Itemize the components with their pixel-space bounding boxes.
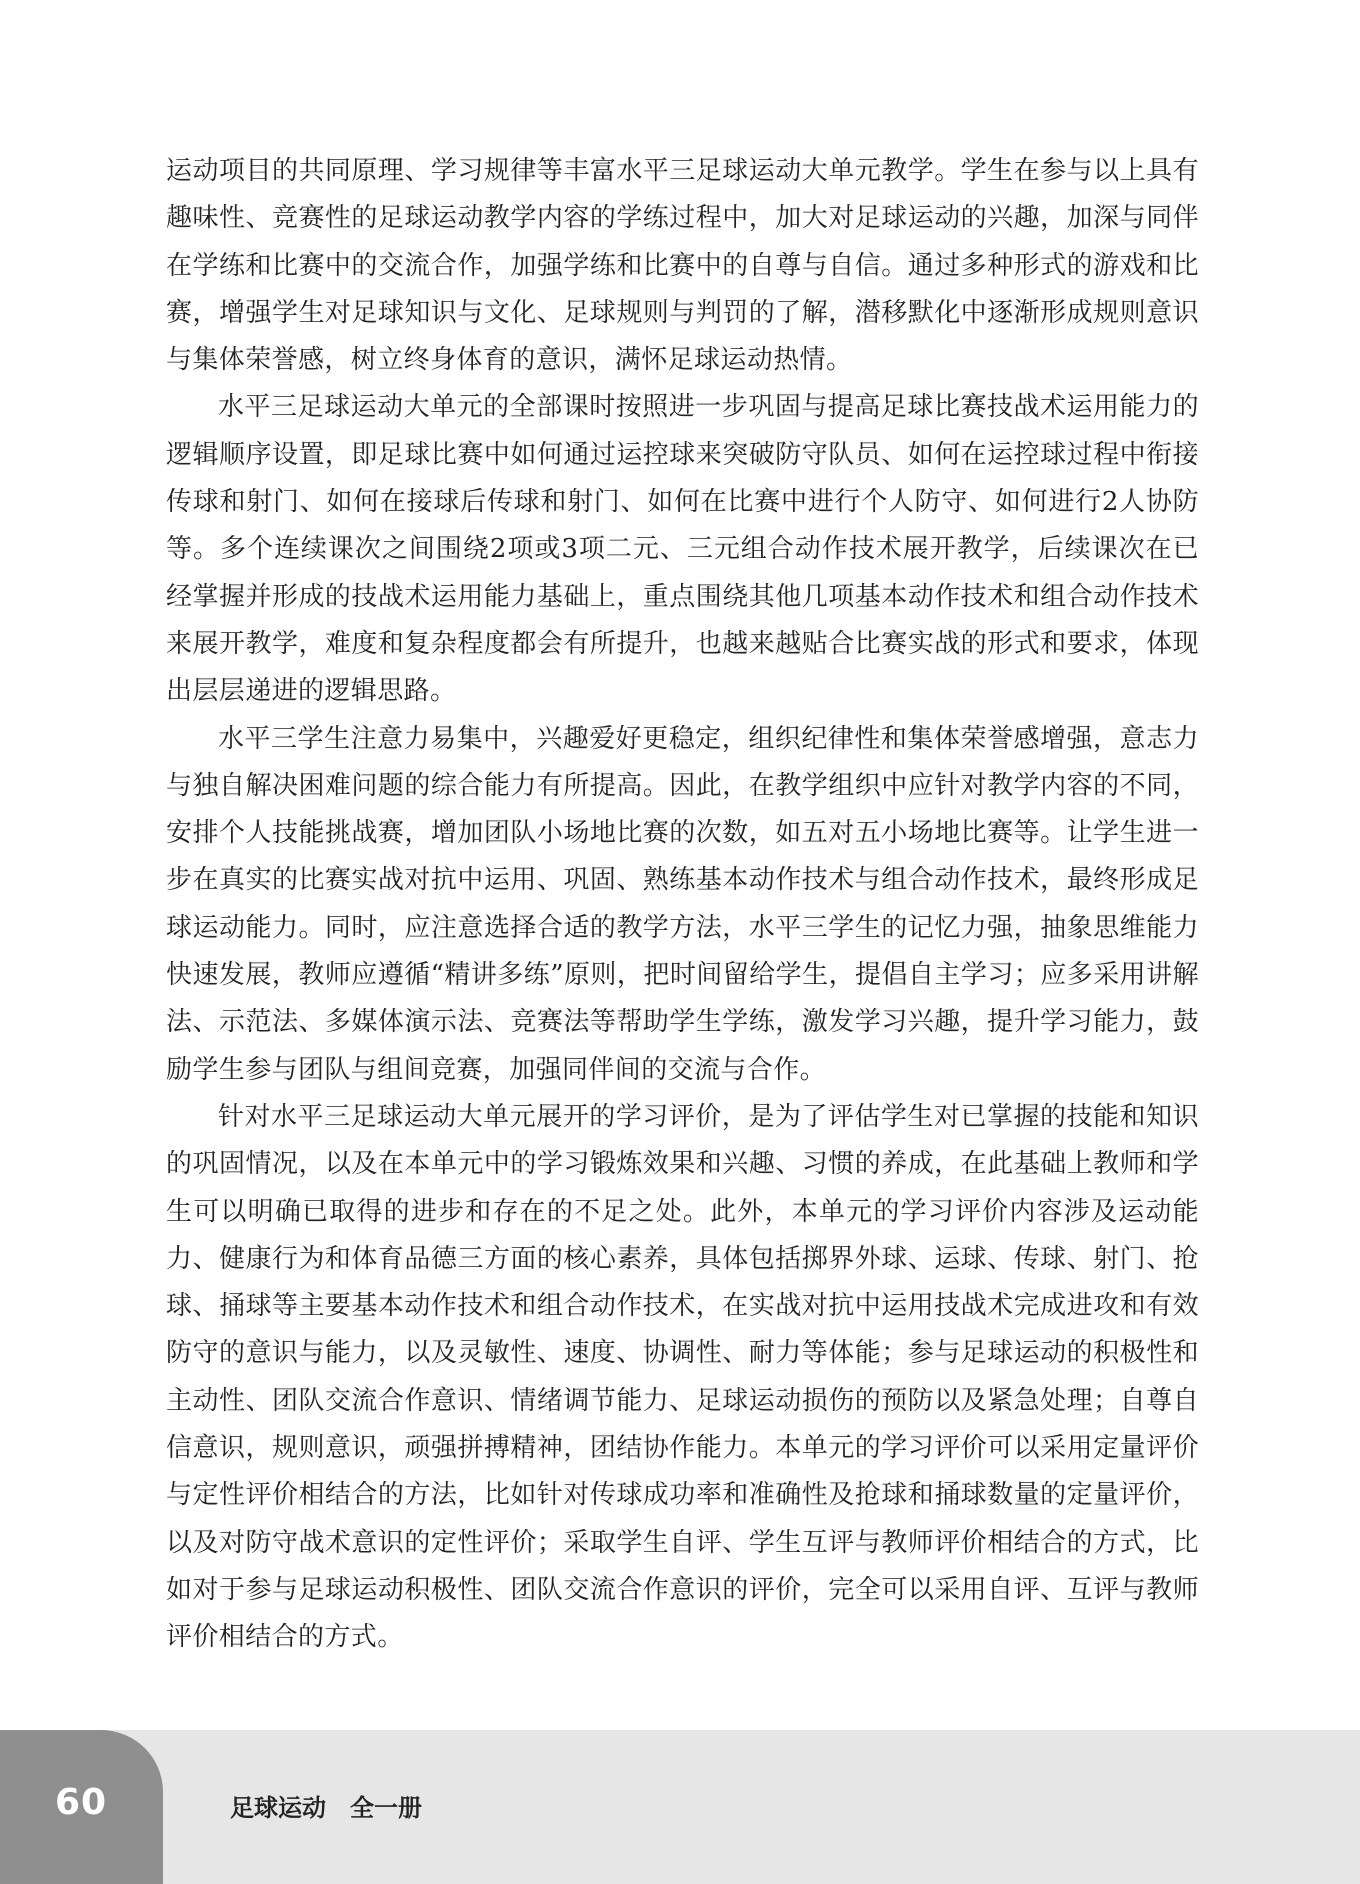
page-number-tab — [0, 1730, 163, 1884]
paragraph-1: 运动项目的共同原理、学习规律等丰富水平三足球运动大单元教学。学生在参与以上具有趣味性、竞赛性的足球运动教学内容的学练过程中，加大对足球运动的兴趣，加深与同伴在学练和比赛中的交流合作，加强学练和比赛中的自尊与自信。通过多种形式的游戏和比赛，增强学生对足球知识与文化、足球规则与判罚的了解，潜移默化中逐渐形成规则意识与集体荣誉感，树立终身体育的意识，满怀足球运动热情。 — [166, 156, 1199, 376]
book-title: 足球运动 全一册 — [230, 1794, 422, 1822]
paragraph-3: 水平三学生注意力易集中，兴趣爱好更稳定，组织纪律性和集体荣誉感增强，意志力与独自解决困难问题的综合能力有所提高。因此，在教学组织中应针对教学内容的不同，安排个人技能挑战赛，增加团队小场地比赛的次数，如五对五小场地比赛等。让学生进一步在真实的比赛实战对抗中运用、巩固、熟练基本动作技术与组合动作技术，最终形成足球运动能力。同时，应注意选择合适的教学方法，水平三学生的记忆力强，抽象思维能力快速发展，教师应遵循“精讲多练”原则，把时间留给学生，提倡自主学习；应多采用讲解法、示范法、多媒体演示法、竞赛法等帮助学生学练，激发学习兴趣，提升学习能力，鼓励学生参与团队与组间竞赛，加强同伴间的交流与合作。 — [166, 723, 1199, 1085]
page-footer — [0, 1730, 1360, 1884]
paragraph-2: 水平三足球运动大单元的全部课时按照进一步巩固与提高足球比赛技战术运用能力的逻辑顺序设置，即足球比赛中如何通过运控球来突破防守队员、如何在运控球过程中衔接传球和射门、如何在接球后传球和射门、如何在比赛中进行个人防守、如何进行2人协防等。多个连续课次之间围绕2项或3项二元、三元组合动作技术展开教学，后续课次在已经掌握并形成的技战术运用能力基础上，重点围绕其他几项基本动作技术和组合动作技术来展开教学，难度和复杂程度都会有所提升，也越来越贴合比赛实战的形式和要求，体现出层层递进的逻辑思路。 — [166, 392, 1199, 707]
main-text — [166, 148, 1199, 1662]
page-number: 60 — [55, 1782, 108, 1823]
paragraph-4: 针对水平三足球运动大单元展开的学习评价，是为了评估学生对已掌握的技能和知识的巩固情况，以及在本单元中的学习锻炼效果和兴趣、习惯的养成，在此基础上教师和学生可以明确已取得的进步和存在的不足之处。此外，本单元的学习评价内容涉及运动能力、健康行为和体育品德三方面的核心素养，具体包括掷界外球、运球、传球、射门、抢球、捅球等主要基本动作技术和组合动作技术，在实战对抗中运用技战术完成进攻和有效防守的意识与能力，以及灵敏性、速度、协调性、耐力等体能；参与足球运动的积极性和主动性、团队交流合作意识、情绪调节能力、足球运动损伤的预防以及紧急处理；自尊自信意识，规则意识，顽强拼搏精神，团结协作能力。本单元的学习评价可以采用定量评价与定性评价相结合的方法，比如针对传球成功率和准确性及抢球和捅球数量的定量评价，以及对防守战术意识的定性评价；采取学生自评、学生互评与教师评价相结合的方式，比如对于参与足球运动积极性、团队交流合作意识的评价，完全可以采用自评、互评与教师评价相结合的方式。 — [166, 1101, 1199, 1653]
